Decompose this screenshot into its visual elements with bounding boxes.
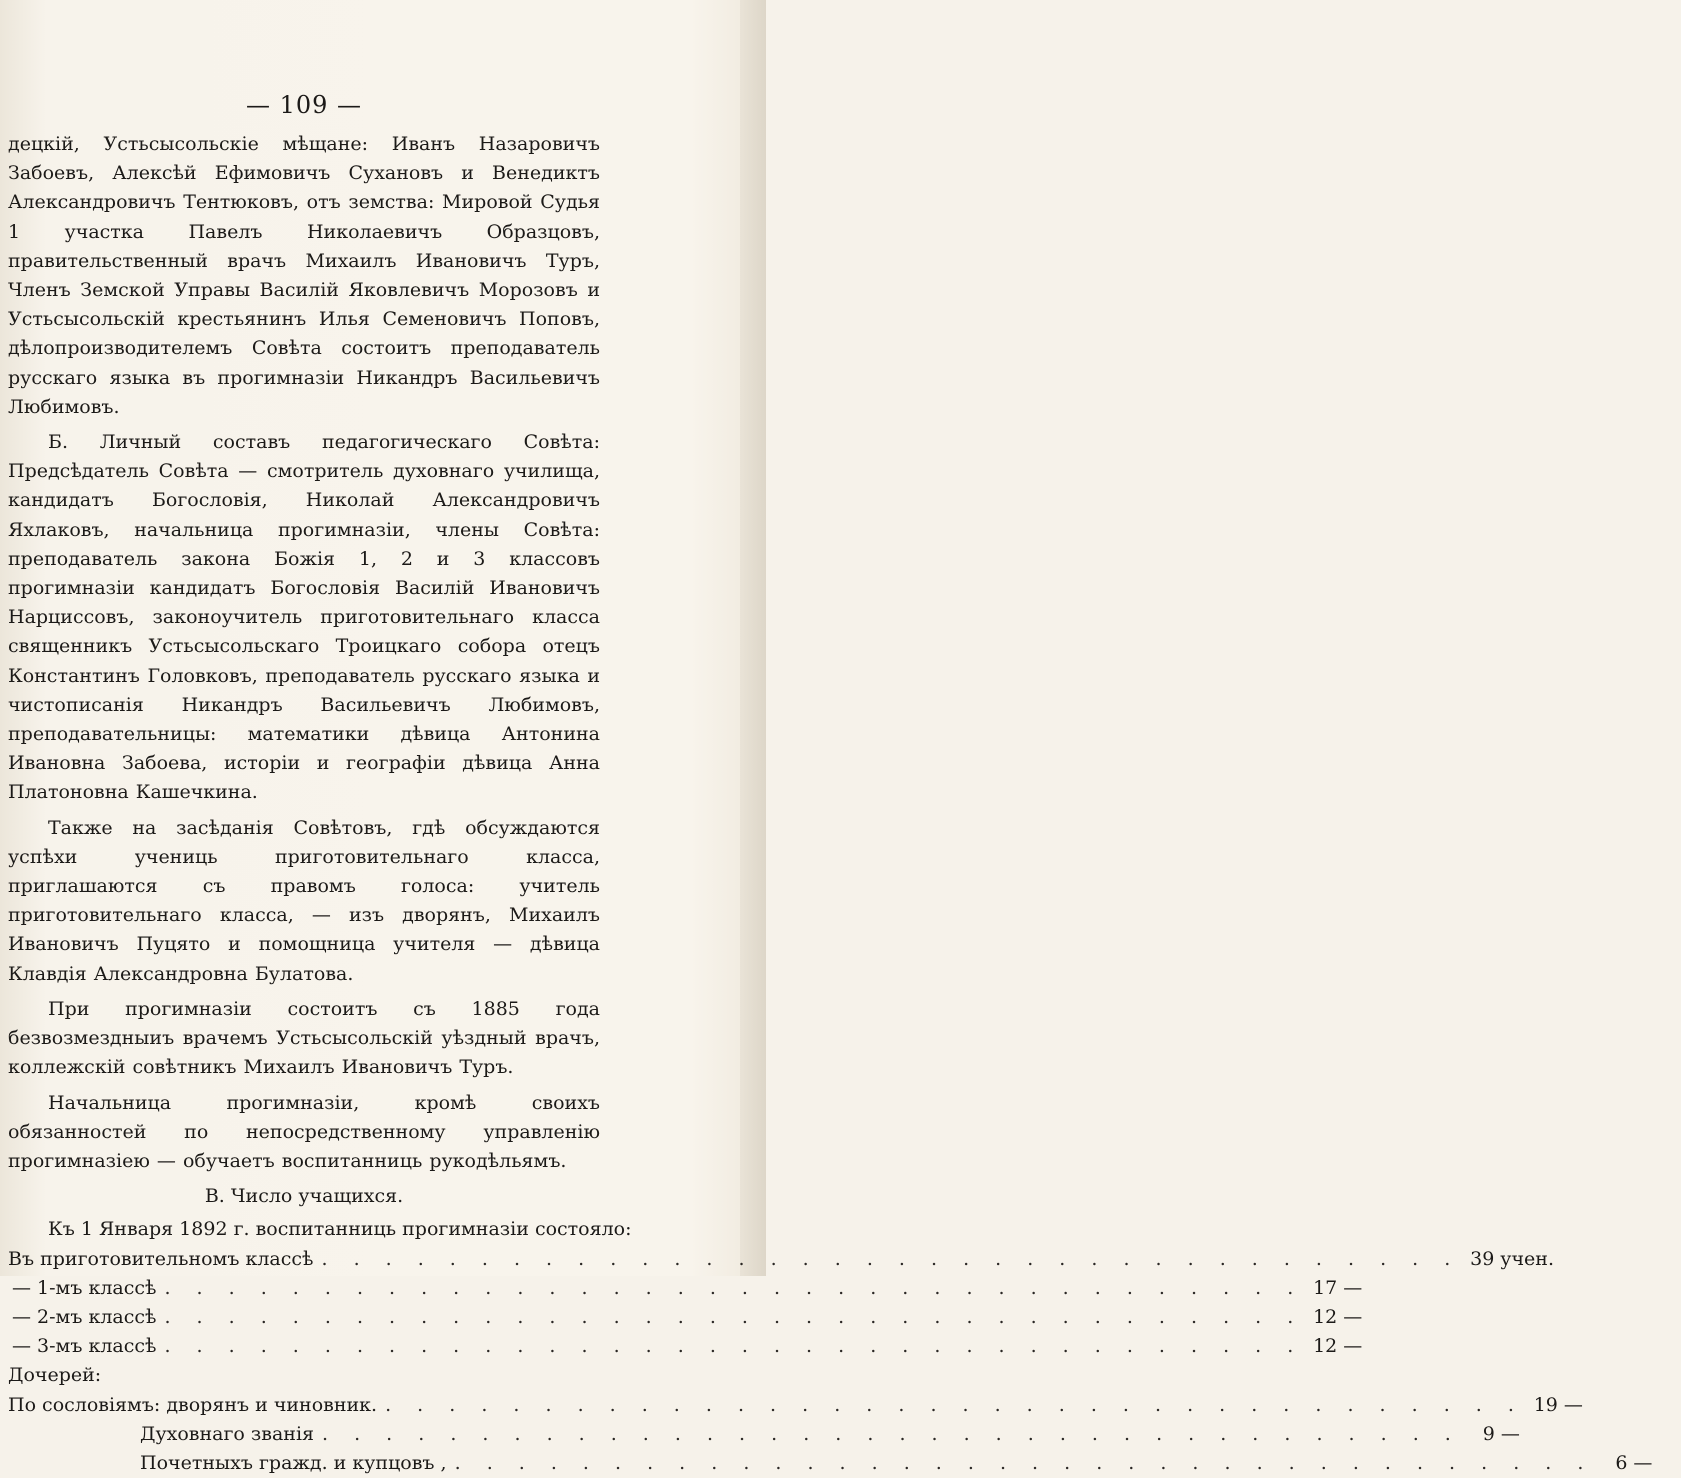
stats-row-unit: — <box>1343 1276 1363 1299</box>
daughters-label: Дочерей: <box>8 1364 102 1387</box>
estate-row-value: 19 <box>1533 1393 1558 1416</box>
stats-row-unit: — <box>1343 1305 1363 1328</box>
dot-leader <box>314 1420 1461 1449</box>
dot-leader <box>377 1391 1524 1420</box>
paragraph-board-members: децкій, Устьсысольскіе мѣщане: Иванъ Назаровичъ Забоевъ, Алексѣй Ефимовичъ Сухановъ и Венедиктъ Александровичъ Тентюковъ, отъ земства: Мировой Судья 1 участка Павелъ Николаевичъ Образцовъ, правительственный врачъ Михаилъ Ивановичъ Туръ, Членъ Земской Управы Василій Яковлевичъ Морозовъ и Устьсысольскій крестьянинъ Илья Семеновичъ Поповъ, дѣлопроизводителемъ Совѣта состоитъ преподаватель русскаго языка въ прогимназіи Никандръ Васильевичъ Любимовъ. <box>8 133 600 418</box>
dot-leader <box>313 1245 1460 1274</box>
estate-row-value: 9 <box>1482 1422 1495 1445</box>
estate-row-label: Духовнаго званія <box>140 1422 315 1445</box>
stats-row-value: 17 <box>1313 1276 1338 1299</box>
estate-row-unit: — <box>1633 1451 1653 1474</box>
stats-row-unit: — <box>1343 1335 1363 1358</box>
estate-row-unit: — <box>1500 1422 1520 1445</box>
page-number: — 109 — <box>245 91 363 119</box>
estate-row-value: 6 <box>1615 1451 1628 1474</box>
estate-row-label: По сословіямъ: дворянъ и чиновник. <box>8 1393 378 1416</box>
stats-row-preparatory <box>8 1245 1554 1274</box>
estate-row-merchants <box>8 1449 1653 1478</box>
page-text <box>8 80 1653 1478</box>
stats-row-class-3 <box>8 1332 1363 1361</box>
page-edge-shadow <box>740 0 766 1276</box>
estate-row-clergy <box>8 1420 1520 1449</box>
section-heading: В. Число учащихся. <box>204 1185 404 1208</box>
stats-intro: Къ 1 Января 1892 г. воспитанниць прогимназіи состояло: <box>48 1218 632 1241</box>
stats-row-label: Въ приготовительномъ классѣ <box>8 1247 314 1270</box>
dot-leader <box>447 1449 1594 1478</box>
stats-row-unit: учен. <box>1500 1247 1554 1270</box>
estate-row-label: Почетныхъ гражд. и купцовъ , <box>140 1451 447 1474</box>
dot-leader <box>156 1274 1303 1303</box>
stats-row-label: — 1-мъ классѣ <box>12 1276 157 1299</box>
stats-row-label: — 3-мъ классѣ <box>12 1335 157 1358</box>
stats-row-value: 12 <box>1313 1305 1338 1328</box>
stats-row-value: 39 <box>1470 1247 1495 1270</box>
estate-row-nobles <box>8 1391 1583 1420</box>
stats-row-class-2 <box>8 1303 1363 1332</box>
stats-row-class-1 <box>8 1274 1363 1303</box>
stats-row-label: — 2-мъ классѣ <box>12 1305 157 1328</box>
stats-row-value: 12 <box>1313 1335 1338 1358</box>
paragraph-pedagogical-council: Б. Личный составъ педагогическаго Совѣта: Предсѣдатель Совѣта — смотритель духовнаго училища, кандидатъ Богословія, Николай Александровичъ Яхлаковъ, начальница прогимназіи, члены Совѣта: преподаватель закона Божія 1, 2 и 3 классовъ прогимназіи кандидатъ Богословія Василій Ивановичъ Нарциссовъ, законоучитель приготовительнаго класса священникъ Устьсысольскаго Троицкаго собора отецъ Константинъ Головковъ, преподаватель русскаго языка и чистописанія Никандръ Васильевичъ Любимовъ, преподавательницы: математики дѣвица Антонина Ивановна Забоева, исторіи и географіи дѣвица Анна Платоновна Кашечкина. <box>8 431 600 804</box>
paragraph-headmistress-duties: Начальница прогимназіи, кромѣ своихъ обязанностей по непосредственному управленію прогимназіею — обучаетъ воспитанниць рукодѣльямъ. <box>8 1091 600 1172</box>
estate-row-unit: — <box>1563 1393 1583 1416</box>
paragraph-preparatory-class-meetings: Также на засѣданія Совѣтовъ, гдѣ обсуждаются успѣхи учениць приготовительнаго класса, приглашаются съ правомъ голоса: учитель приготовительнаго класса, — изъ дворянъ, Михаилъ Ивановичъ Пуцято и помощница учителя — дѣвица Клавдія Александровна Булатова. <box>8 816 600 985</box>
dot-leader <box>156 1303 1303 1332</box>
paragraph-school-doctor: При прогимназіи состоитъ съ 1885 года безвозмездныиъ врачемъ Устьсысольскій уѣздный врачъ, коллежскій совѣтникъ Михаилъ Ивановичъ Туръ. <box>8 997 600 1079</box>
dot-leader <box>156 1332 1303 1361</box>
